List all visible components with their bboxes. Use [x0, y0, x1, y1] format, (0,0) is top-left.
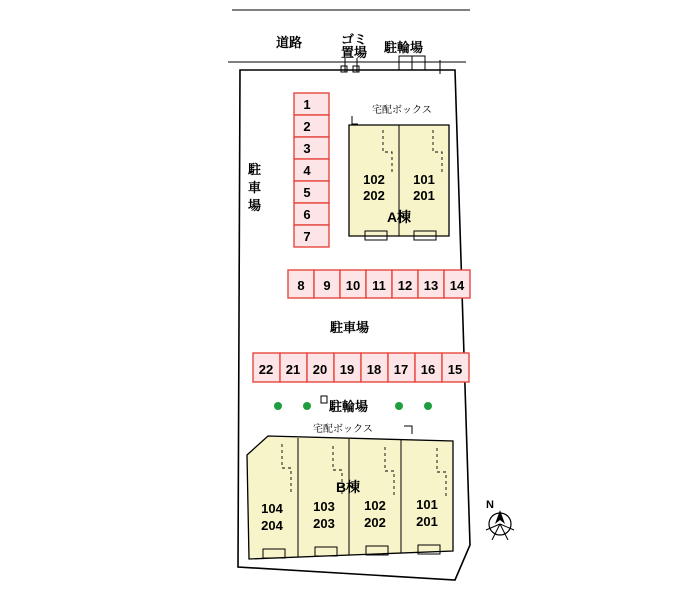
building-a-name: A棟: [386, 209, 412, 225]
bicycle-dot: [303, 402, 311, 410]
parking-stall-number: 13: [423, 278, 439, 293]
parking-stall-number: 22: [258, 362, 274, 377]
bicycle-parking-top-label: 駐輪場: [384, 40, 424, 55]
delivery-box-bottom-leader: [404, 426, 412, 434]
bicycle-parking-top: [383, 40, 440, 74]
unit-number: 201: [413, 188, 435, 203]
parking-stall-number: 21: [285, 362, 301, 377]
parking-stall-number: 3: [303, 141, 311, 156]
parking-stall-number: 11: [372, 278, 386, 293]
parking-stall-number: 8: [297, 278, 305, 293]
trash-area: [341, 32, 367, 72]
delivery-box-bottom-label: 宅配ボックス: [313, 424, 373, 435]
bicycle-marker-box: [321, 396, 327, 403]
delivery-box-top: [352, 104, 432, 124]
parking-stall-number: 9: [323, 278, 331, 293]
building-b-name: B棟: [335, 479, 361, 495]
parking-stall[interactable]: [294, 93, 329, 115]
parking-stall-number: 2: [303, 119, 311, 134]
building-a[interactable]: [349, 125, 449, 240]
parking-left-label-group: [247, 162, 261, 213]
bicycle-parking-middle-label: 駐輪場: [329, 399, 369, 414]
unit-number: 101: [413, 172, 435, 187]
parking-stall-number: 18: [366, 362, 382, 377]
parking-stall-number: 6: [303, 207, 311, 222]
bicycle-dot: [424, 402, 432, 410]
parking-stall-number: 12: [397, 278, 413, 293]
parking-stall-number: 14: [449, 278, 465, 293]
parking-row-bottom: [253, 353, 469, 382]
bicycle-dot: [395, 402, 403, 410]
parking-stall-number: 16: [420, 362, 436, 377]
parking-stall-number: 4: [303, 163, 311, 178]
parking-stall[interactable]: [294, 225, 329, 247]
parking-stall-number: 15: [447, 362, 463, 377]
delivery-box-top-label: 宅配ボックス: [372, 105, 432, 116]
road-label: 道路: [276, 35, 303, 50]
unit-number: 202: [364, 515, 386, 530]
parking-stall[interactable]: [294, 181, 329, 203]
trash-label-line1: ゴミ: [341, 32, 368, 47]
parking-stall[interactable]: [294, 203, 329, 225]
parking-center-label: 駐車場: [330, 320, 370, 335]
parking-stall-number: 17: [393, 362, 409, 377]
unit-number: 203: [313, 516, 335, 531]
unit-number: 204: [261, 518, 283, 533]
trash-box-left: [341, 66, 347, 72]
parking-column-left: [294, 93, 329, 247]
unit-number: 202: [363, 188, 385, 203]
parking-stall-number: 5: [303, 185, 311, 200]
compass-rose: [486, 499, 514, 540]
parking-stall-number: 1: [303, 97, 311, 112]
bicycle-dot: [274, 402, 282, 410]
unit-number: 103: [313, 499, 335, 514]
parking-stall-number: 7: [303, 229, 311, 244]
delivery-box-top-leader: [352, 116, 358, 124]
parking-stall[interactable]: [294, 137, 329, 159]
unit-number: 201: [416, 514, 438, 529]
parking-stall-number: 20: [312, 362, 328, 377]
parking-stall[interactable]: [294, 159, 329, 181]
unit-number: 104: [261, 501, 283, 516]
bicycle-parking-middle: [274, 396, 432, 414]
unit-number: 102: [364, 498, 386, 513]
building-b[interactable]: [247, 436, 453, 559]
parking-left-label-c2: 車: [248, 180, 262, 195]
trash-box-right: [353, 66, 359, 72]
parking-stall-number: 19: [339, 362, 355, 377]
compass-north-label: N: [486, 499, 494, 511]
parking-left-label-c3: 場: [248, 198, 262, 213]
parking-row-middle: [288, 270, 470, 298]
parking-stall-number: 10: [345, 278, 361, 293]
parking-stall[interactable]: [294, 115, 329, 137]
unit-number: 101: [416, 497, 438, 512]
trash-label-line2: 置場: [341, 45, 368, 60]
delivery-box-bottom: [313, 423, 412, 435]
unit-number: 102: [363, 172, 385, 187]
parking-left-label-c1: 駐: [248, 162, 262, 177]
